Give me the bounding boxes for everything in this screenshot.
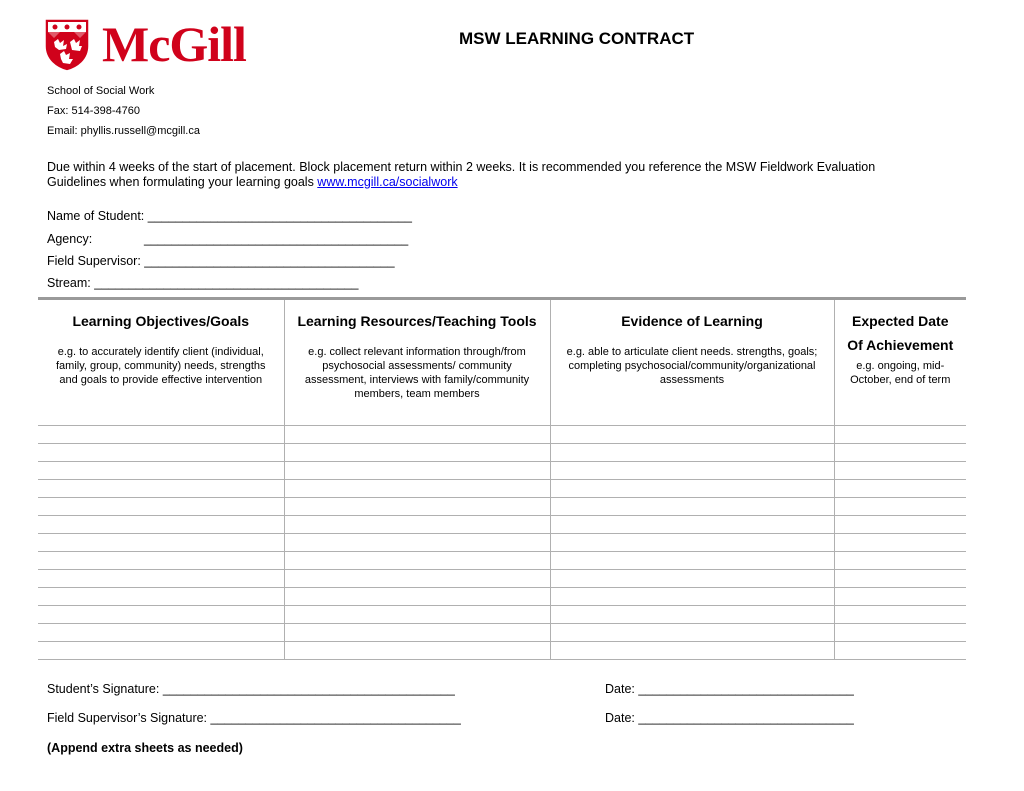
table-cell[interactable] xyxy=(284,642,550,660)
table-cell[interactable] xyxy=(550,444,834,462)
table-row xyxy=(38,516,966,534)
col-learning-resources xyxy=(284,300,550,426)
student-name-label: Name of Student: xyxy=(47,209,148,223)
col-expected-date xyxy=(834,300,966,426)
table-cell[interactable] xyxy=(38,516,284,534)
instructions-line-1: Due within 4 weeks of the start of placement. Block placement return within 2 weeks. It is recommended you reference the MSW Fieldwork Evaluation xyxy=(47,160,876,174)
column-example: e.g. ongoing, mid-October, end of term xyxy=(850,360,951,386)
col-learning-objectives xyxy=(38,300,284,426)
supervisor-signature-label: Field Supervisor’s Signature: xyxy=(47,711,211,725)
table-header-row xyxy=(38,300,966,426)
table-cell[interactable] xyxy=(550,552,834,570)
column-heading: Evidence of Learning xyxy=(621,313,763,329)
supervisor-date-blank[interactable]: _______________________________ xyxy=(638,711,854,725)
student-date-field[interactable] xyxy=(605,682,854,696)
table-row xyxy=(38,642,966,660)
form-title: MSW LEARNING CONTRACT xyxy=(459,29,695,48)
table-cell[interactable] xyxy=(284,552,550,570)
column-example: e.g. able to articulate client needs. strengths, goals; completing psychosocial/community/organizational assessments xyxy=(566,346,818,386)
table-cell[interactable] xyxy=(834,534,966,552)
fax-number: Fax: 514-398-4760 xyxy=(47,105,140,117)
table-row xyxy=(38,552,966,570)
student-name-field[interactable] xyxy=(47,209,412,223)
table-row xyxy=(38,588,966,606)
student-name-blank[interactable]: ______________________________________ xyxy=(147,209,412,223)
column-example: e.g. collect relevant information through/from psychosocial assessments/ community assessment, interviews with family/community members, team members xyxy=(304,346,530,400)
table-cell[interactable] xyxy=(550,624,834,642)
table-row xyxy=(38,534,966,552)
supervisor-date-field[interactable] xyxy=(605,711,854,725)
table-cell[interactable] xyxy=(284,624,550,642)
table-cell[interactable] xyxy=(284,426,550,444)
column-heading-line-2: Of Achievement xyxy=(847,337,954,353)
table-cell[interactable] xyxy=(550,462,834,480)
table-row xyxy=(38,462,966,480)
table-cell[interactable] xyxy=(550,516,834,534)
table-cell[interactable] xyxy=(834,426,966,444)
table-cell[interactable] xyxy=(834,570,966,588)
table-cell[interactable] xyxy=(284,444,550,462)
table-cell[interactable] xyxy=(834,606,966,624)
table-cell[interactable] xyxy=(550,588,834,606)
table-cell[interactable] xyxy=(834,498,966,516)
agency-field[interactable] xyxy=(47,232,92,246)
table-cell[interactable] xyxy=(38,624,284,642)
column-heading xyxy=(835,309,967,357)
table-cell[interactable] xyxy=(834,480,966,498)
table-cell[interactable] xyxy=(284,588,550,606)
table-cell[interactable] xyxy=(38,480,284,498)
table-cell[interactable] xyxy=(550,606,834,624)
field-supervisor-label: Field Supervisor: xyxy=(47,254,145,268)
table-cell[interactable] xyxy=(834,642,966,660)
column-heading: Learning Resources/Teaching Tools xyxy=(297,313,537,329)
table-cell[interactable] xyxy=(550,642,834,660)
stream-field[interactable] xyxy=(47,276,358,290)
table-cell[interactable] xyxy=(284,534,550,552)
table-cell[interactable] xyxy=(834,624,966,642)
table-cell[interactable] xyxy=(38,444,284,462)
append-sheets-note: (Append extra sheets as needed) xyxy=(47,741,243,755)
table-row xyxy=(38,498,966,516)
column-heading-line-1: Expected Date xyxy=(852,313,949,329)
mcgill-wordmark: McGill xyxy=(102,16,246,72)
table-cell[interactable] xyxy=(834,444,966,462)
table-row xyxy=(38,606,966,624)
table-cell[interactable] xyxy=(38,552,284,570)
table-row xyxy=(38,624,966,642)
field-supervisor-blank[interactable]: ____________________________________ xyxy=(144,254,395,268)
instructions-text: Guidelines when formulating your learning goals xyxy=(47,175,318,189)
stream-label: Stream: xyxy=(47,276,95,290)
table-cell[interactable] xyxy=(284,570,550,588)
table-cell[interactable] xyxy=(284,480,550,498)
table-cell[interactable] xyxy=(550,426,834,444)
table-cell[interactable] xyxy=(550,498,834,516)
table-cell[interactable] xyxy=(38,570,284,588)
table-cell[interactable] xyxy=(38,642,284,660)
stream-blank[interactable]: ______________________________________ xyxy=(94,276,359,290)
socialwork-link[interactable]: www.mcgill.ca/socialwork xyxy=(317,175,458,189)
student-signature-field[interactable] xyxy=(47,682,455,696)
column-heading: Learning Objectives/Goals xyxy=(72,313,250,329)
table-cell[interactable] xyxy=(38,426,284,444)
supervisor-date-label: Date: xyxy=(605,711,639,725)
table-cell[interactable] xyxy=(284,606,550,624)
table-row xyxy=(38,426,966,444)
field-supervisor-field[interactable] xyxy=(47,254,395,268)
table-cell[interactable] xyxy=(284,498,550,516)
table-cell[interactable] xyxy=(550,480,834,498)
student-date-blank[interactable]: _______________________________ xyxy=(638,682,854,696)
table-cell[interactable] xyxy=(38,462,284,480)
table-row xyxy=(38,570,966,588)
table-cell[interactable] xyxy=(550,534,834,552)
student-signature-blank[interactable]: __________________________________________ xyxy=(162,682,455,696)
table-cell[interactable] xyxy=(38,498,284,516)
mcgill-shield-icon xyxy=(42,16,92,72)
mcgill-logo xyxy=(42,16,292,74)
agency-blank[interactable]: ______________________________________ xyxy=(144,232,409,246)
supervisor-signature-field[interactable] xyxy=(47,711,461,725)
supervisor-signature-blank[interactable]: ____________________________________ xyxy=(210,711,461,725)
agency-label: Agency: xyxy=(47,232,93,246)
column-example: e.g. to accurately identify client (individual, family, group, community) needs, strengths and goals to provide effective intervention xyxy=(56,346,266,386)
table-cell[interactable] xyxy=(38,534,284,552)
student-signature-label: Student’s Signature: xyxy=(47,682,163,696)
table-cell[interactable] xyxy=(550,570,834,588)
col-evidence-of-learning xyxy=(550,300,834,426)
table-cell[interactable] xyxy=(834,552,966,570)
table-cell[interactable] xyxy=(38,606,284,624)
instructions-line-2 xyxy=(47,175,458,189)
table-cell[interactable] xyxy=(284,516,550,534)
table-row xyxy=(38,444,966,462)
school-name: School of Social Work xyxy=(47,85,155,97)
student-date-label: Date: xyxy=(605,682,639,696)
table-cell[interactable] xyxy=(38,588,284,606)
learning-contract-table xyxy=(38,300,966,660)
table-row xyxy=(38,480,966,498)
table-cell[interactable] xyxy=(834,588,966,606)
table-cell[interactable] xyxy=(834,462,966,480)
table-cell[interactable] xyxy=(834,516,966,534)
table-cell[interactable] xyxy=(284,462,550,480)
contact-email: Email: phyllis.russell@mcgill.ca xyxy=(47,125,200,137)
